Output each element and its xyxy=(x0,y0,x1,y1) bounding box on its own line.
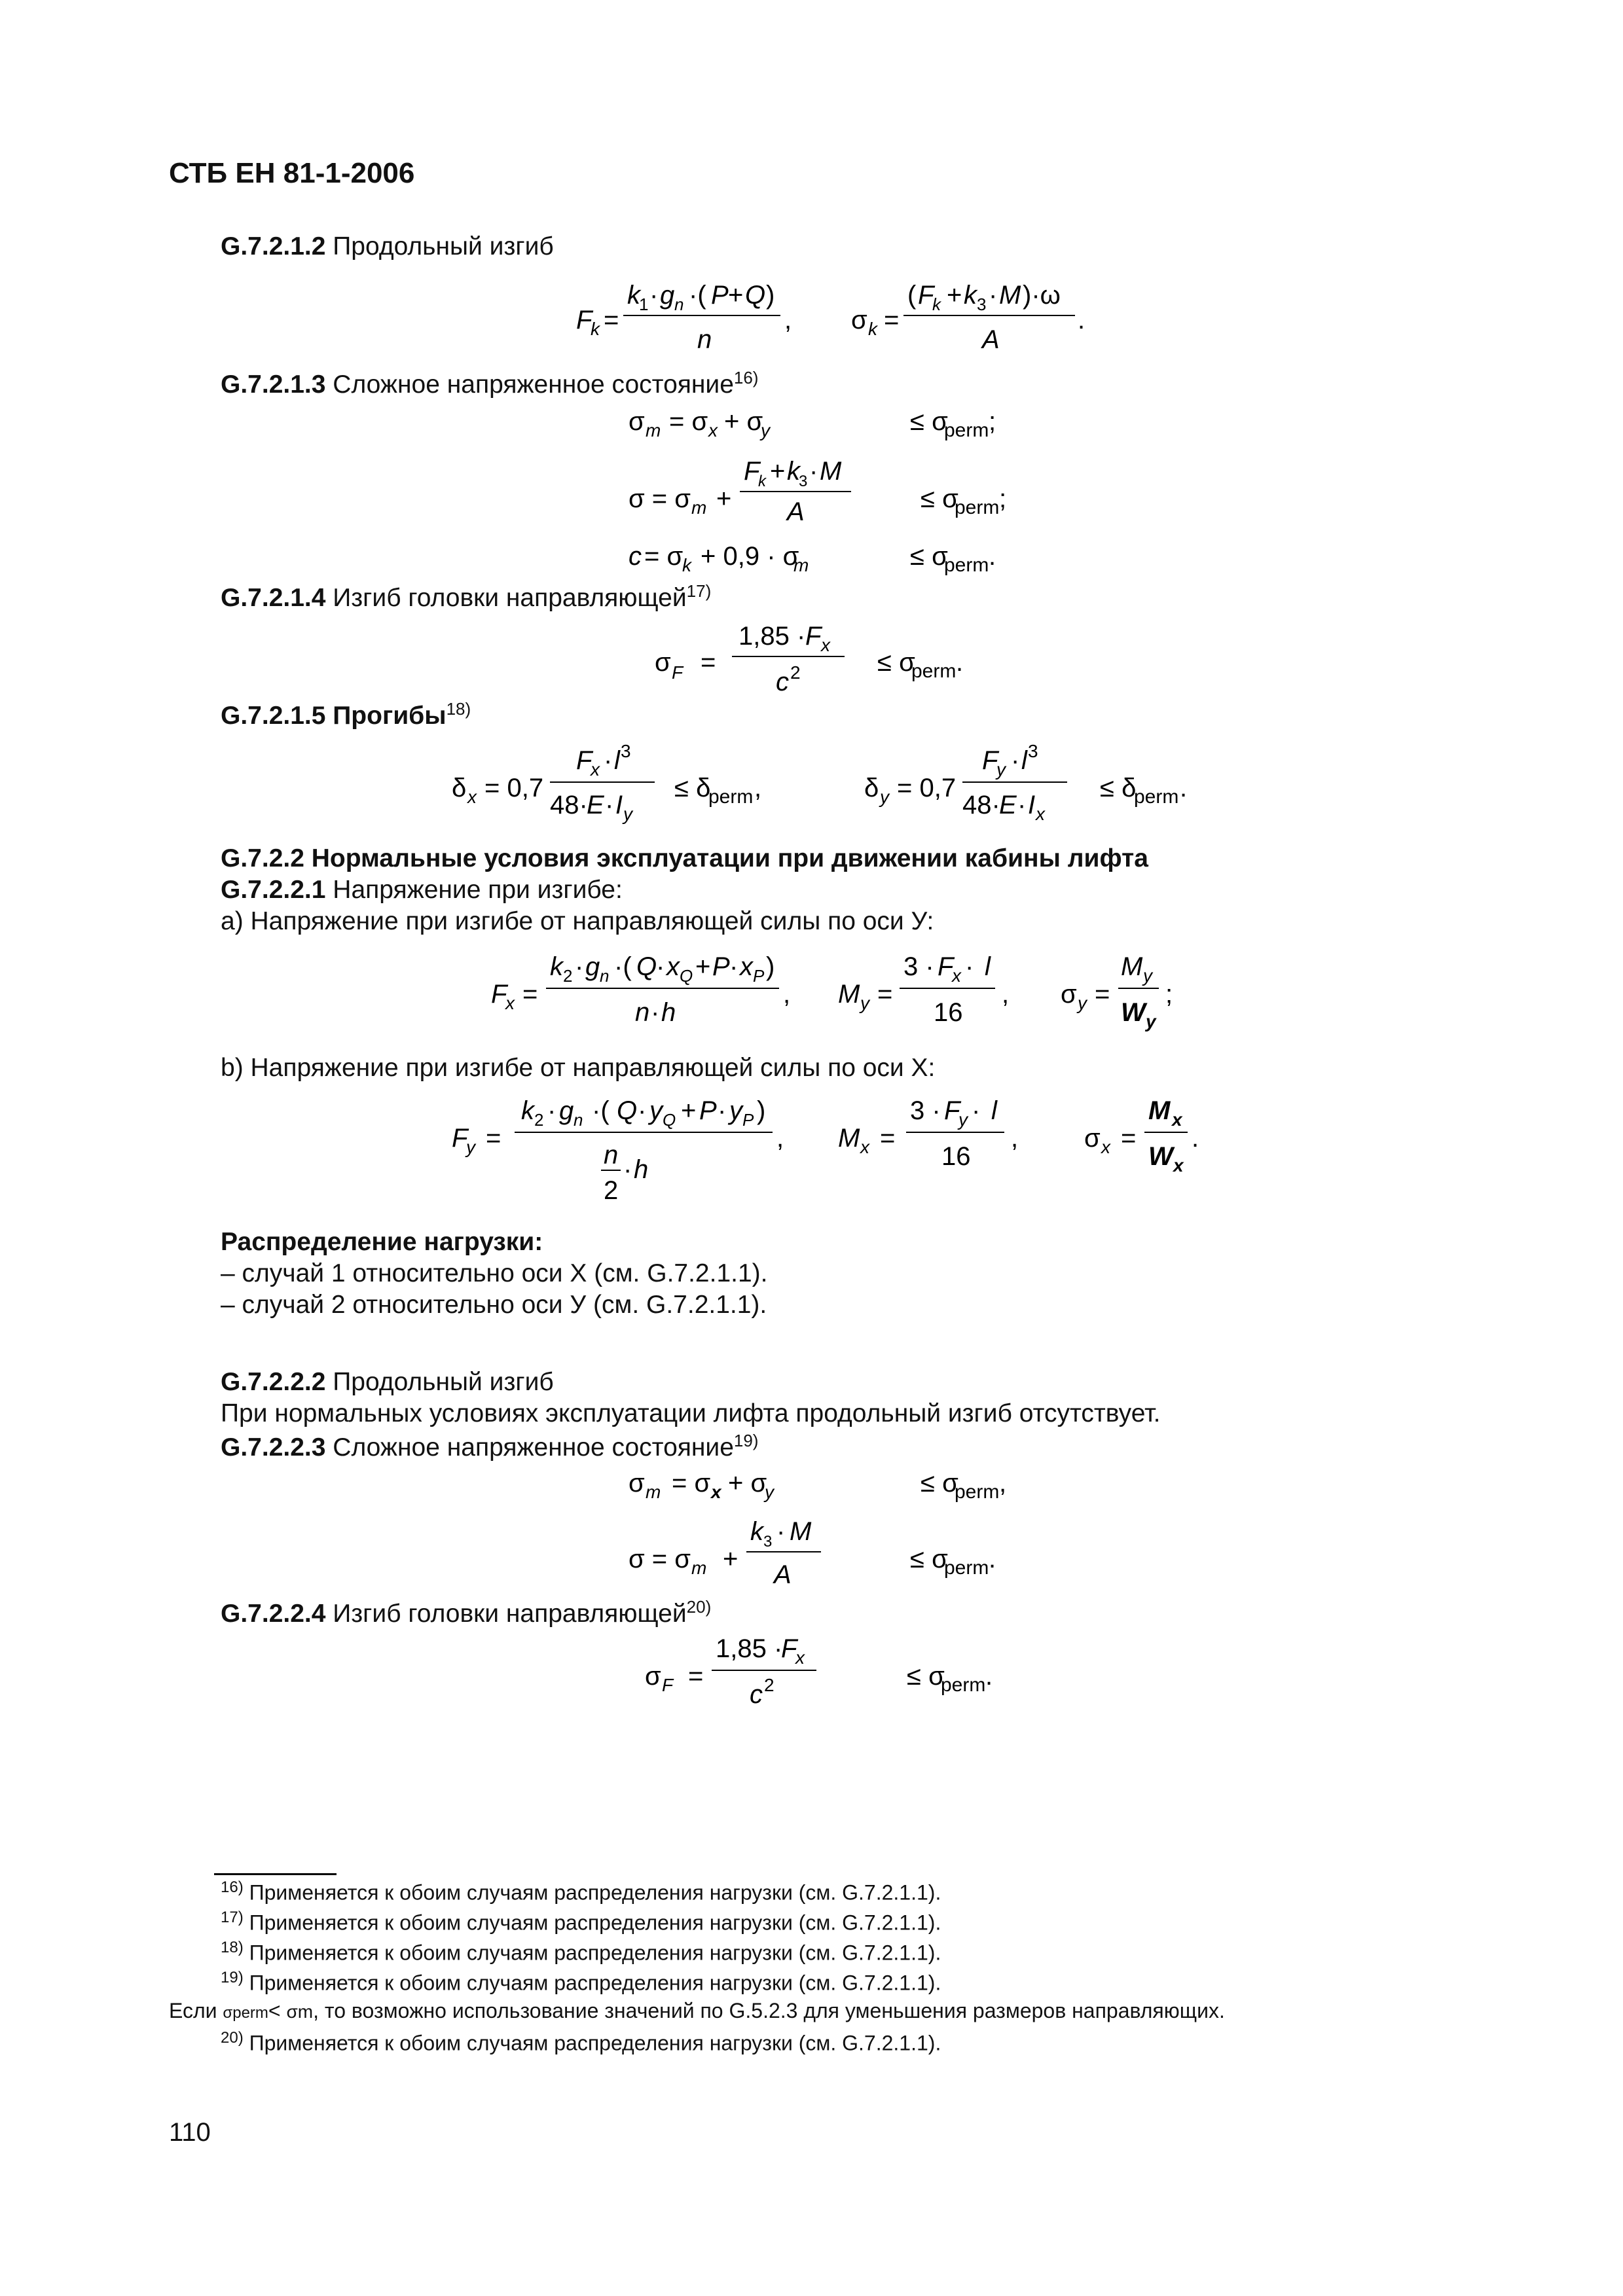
svg-text:P: P xyxy=(742,1110,754,1130)
section-heading xyxy=(221,368,758,399)
formula-combined-2 xyxy=(629,457,1006,526)
svg-text:3: 3 xyxy=(763,1533,773,1551)
section-title: G.7.2.1.5 Прогибы xyxy=(221,702,447,730)
svg-text:y: y xyxy=(649,1096,663,1125)
svg-text:.: . xyxy=(985,1662,993,1691)
section-title: Изгиб головки направляющей xyxy=(325,584,687,612)
svg-text:P: P xyxy=(753,966,765,986)
svg-text:y: y xyxy=(729,1096,742,1125)
load-distribution-title: Распределение нагрузки: xyxy=(221,1228,543,1256)
footnote-separator xyxy=(214,1873,337,1875)
svg-text:F: F xyxy=(672,662,684,683)
section-number: G.7.2.2.4 xyxy=(221,1600,326,1628)
svg-text:k: k xyxy=(932,295,941,314)
svg-text:F: F xyxy=(918,281,934,310)
svg-text:≤ σ: ≤ σ xyxy=(877,648,915,677)
section-heading: G.7.2.2 Нормальные условия эксплуатации при движении кабины лифта xyxy=(221,844,1148,872)
svg-text:x: x xyxy=(860,1137,869,1157)
svg-text:+: + xyxy=(716,484,732,513)
svg-text:)·ω: )·ω xyxy=(1023,281,1061,310)
svg-text:k: k xyxy=(787,457,800,486)
svg-text:): ) xyxy=(766,952,775,981)
svg-text:3: 3 xyxy=(1028,741,1038,761)
section-heading xyxy=(221,876,623,905)
svg-text:+: + xyxy=(770,457,786,486)
svg-text:3 ·: 3 · xyxy=(903,952,934,981)
footnote-ref: 18) xyxy=(446,699,471,719)
footnote-mark: 20) xyxy=(221,2029,244,2047)
section-number: G.7.2.1.3 xyxy=(221,370,326,399)
svg-text:.: . xyxy=(1180,774,1188,802)
section-number: G.7.2.2.3 xyxy=(221,1433,326,1462)
svg-text:n: n xyxy=(674,295,684,314)
svg-text:m: m xyxy=(793,555,809,575)
svg-text:·: · xyxy=(776,1517,786,1546)
footnote-ref: 20) xyxy=(686,1597,712,1617)
svg-text:+: + xyxy=(723,1545,739,1573)
svg-text:σ: σ xyxy=(645,1662,661,1691)
footnote-ref: 17) xyxy=(686,581,712,601)
svg-text:F: F xyxy=(491,980,507,1009)
svg-text:=: = xyxy=(1121,1124,1137,1153)
footnote-text: Применяется к обоим случаям распределения нагрузки (см. G.7.2.1.1). xyxy=(249,1971,941,1995)
svg-text:perm: perm xyxy=(944,420,989,441)
svg-text:;: ; xyxy=(999,484,1007,513)
svg-text:c: c xyxy=(750,1680,763,1709)
svg-text:M: M xyxy=(820,457,842,486)
svg-text:A: A xyxy=(774,1560,792,1589)
svg-text:M: M xyxy=(1121,952,1143,981)
svg-text:perm: perm xyxy=(1134,786,1179,808)
svg-text:): ) xyxy=(757,1096,766,1125)
svg-text:k: k xyxy=(868,319,877,339)
svg-text:·: · xyxy=(638,1096,647,1125)
svg-text:y: y xyxy=(1146,1011,1156,1031)
svg-text:x: x xyxy=(795,1647,805,1668)
svg-text:= 0,7: = 0,7 xyxy=(897,774,957,802)
formula-normal-flange xyxy=(645,1630,1038,1721)
svg-text:M: M xyxy=(838,980,860,1009)
svg-text:= 0,7: = 0,7 xyxy=(484,774,544,802)
formula-bending-b xyxy=(452,1086,1237,1224)
footnote-ref: 19) xyxy=(733,1431,759,1450)
svg-text:x: x xyxy=(591,759,600,780)
svg-text:k: k xyxy=(521,1096,534,1125)
formula-sigma-x xyxy=(1084,1096,1199,1175)
svg-text:k: k xyxy=(627,281,640,310)
footnote-ref: 16) xyxy=(733,368,759,387)
footnote-note: Если σperm< σm, то возможно использование значений по G.5.2.3 для уменьшения размеров направляющих. xyxy=(169,1999,1225,2022)
svg-text:2: 2 xyxy=(790,662,801,683)
svg-text:2: 2 xyxy=(534,1110,544,1130)
section-title: Сложное напряженное состояние xyxy=(325,370,734,399)
svg-text:k: k xyxy=(550,952,563,981)
svg-text:≤ σ: ≤ σ xyxy=(910,1545,948,1573)
footnote xyxy=(221,1939,941,1965)
svg-text:δ: δ xyxy=(452,774,467,802)
svg-text:·: · xyxy=(547,1096,556,1125)
svg-text:F: F xyxy=(805,622,822,651)
svg-text:.: . xyxy=(989,542,996,571)
svg-text:·: · xyxy=(809,457,818,486)
svg-text:σ = σ: σ = σ xyxy=(629,484,691,513)
svg-text:M: M xyxy=(838,1124,860,1153)
svg-text:y: y xyxy=(996,759,1006,780)
svg-text:x: x xyxy=(1036,804,1045,824)
svg-text:W: W xyxy=(1148,1142,1173,1171)
svg-text:F: F xyxy=(938,952,954,981)
svg-text:48·: 48· xyxy=(962,791,1000,819)
formula-Mx xyxy=(838,1096,1018,1171)
svg-text:≤ σ: ≤ σ xyxy=(910,542,948,571)
sigma-perm: σperm xyxy=(223,2004,268,2022)
section-number: G.7.2.1.2 xyxy=(221,232,326,260)
svg-text:Q: Q xyxy=(745,281,766,310)
svg-text:x: x xyxy=(740,952,753,981)
formula-normal-combined-1 xyxy=(629,1469,1006,1503)
svg-text:E: E xyxy=(587,791,604,819)
section-number: G.7.2.2.2 xyxy=(221,1368,326,1396)
svg-text:A: A xyxy=(982,325,1000,354)
svg-text:y: y xyxy=(466,1137,475,1157)
svg-text:perm: perm xyxy=(708,786,754,808)
svg-text:≤ σ: ≤ σ xyxy=(907,1662,945,1691)
formula-combined-stress xyxy=(609,403,1080,579)
svg-text:.: . xyxy=(1078,306,1085,334)
svg-text:g: g xyxy=(585,952,600,981)
svg-text:F: F xyxy=(576,746,593,775)
svg-text:·: · xyxy=(649,281,659,310)
svg-text:=: = xyxy=(1095,980,1110,1009)
svg-text:m: m xyxy=(691,1558,707,1578)
svg-text:perm: perm xyxy=(941,1674,986,1696)
svg-text:h: h xyxy=(661,998,676,1027)
svg-text:y: y xyxy=(623,804,632,824)
formula-deflection xyxy=(452,736,1237,834)
svg-text:F: F xyxy=(744,457,760,486)
svg-text:F: F xyxy=(662,1675,674,1695)
svg-text:·: · xyxy=(729,952,739,981)
svg-text:·: · xyxy=(605,791,614,819)
svg-text:+: + xyxy=(681,1096,697,1125)
section-number: G.7.2.2.1 xyxy=(221,876,326,904)
section-heading xyxy=(221,1597,711,1628)
svg-text:F: F xyxy=(576,306,593,334)
list-item-a: a) Напряжение при изгибе от направляющей силы по оси У: xyxy=(221,907,934,935)
section-number: G.7.2.1.4 xyxy=(221,584,326,612)
svg-text:σ: σ xyxy=(1084,1124,1101,1153)
svg-text:·: · xyxy=(575,952,584,981)
svg-text:2: 2 xyxy=(764,1675,775,1695)
svg-text:x: x xyxy=(1173,1155,1184,1175)
svg-text:F: F xyxy=(781,1634,797,1663)
svg-text:perm: perm xyxy=(944,554,989,576)
svg-text:σ: σ xyxy=(1061,980,1077,1009)
svg-text:= σ: = σ xyxy=(644,542,684,571)
svg-text:·(: ·( xyxy=(592,1096,610,1125)
svg-text:M: M xyxy=(999,281,1021,310)
paragraph: При нормальных условиях эксплуатации лифта продольный изгиб отсутствует. xyxy=(221,1399,1161,1427)
svg-text:= σ: = σ xyxy=(672,1469,711,1498)
document-code: СТБ ЕН 81-1-2006 xyxy=(169,157,415,189)
svg-text:σ: σ xyxy=(655,648,671,677)
svg-text:·: · xyxy=(623,1155,632,1184)
formula-Fx xyxy=(491,952,790,1027)
svg-text:x: x xyxy=(952,965,961,986)
list-item: – случай 2 относительно оси У (см. G.7.2.1.1). xyxy=(221,1291,767,1319)
svg-text:A: A xyxy=(787,497,805,526)
svg-text:h: h xyxy=(634,1155,649,1184)
footnote-text: Применяется к обоим случаям распределения нагрузки (см. G.7.2.1.1). xyxy=(249,1941,941,1965)
page-number: 110 xyxy=(169,2118,211,2147)
svg-text:+: + xyxy=(728,281,744,310)
svg-text:+ σ: + σ xyxy=(728,1469,767,1498)
footnote xyxy=(221,1909,941,1935)
formula-deflection-x xyxy=(452,741,761,824)
svg-text:Q: Q xyxy=(636,952,657,981)
svg-text:n: n xyxy=(604,1141,619,1170)
section-title: Напряжение при изгибе: xyxy=(325,876,623,904)
svg-text:l: l xyxy=(985,952,991,981)
svg-text:·: · xyxy=(1017,791,1027,819)
footnote-mark: 18) xyxy=(221,1939,244,1956)
svg-text:k: k xyxy=(964,281,977,310)
svg-text:y: y xyxy=(765,1482,774,1502)
svg-text:k: k xyxy=(758,473,766,490)
svg-text:·: · xyxy=(718,1096,727,1125)
svg-text:3: 3 xyxy=(977,295,987,314)
footnote xyxy=(221,1969,941,1996)
svg-text:l: l xyxy=(1021,746,1027,775)
formula-combined-3 xyxy=(629,542,996,576)
svg-text:c: c xyxy=(629,542,642,571)
svg-text:M: M xyxy=(790,1517,812,1546)
svg-text:n: n xyxy=(697,325,712,354)
svg-text:,: , xyxy=(999,1469,1007,1498)
svg-text:x: x xyxy=(467,787,477,807)
list-item-b: b) Напряжение при изгибе от направляющей силы по оси Х: xyxy=(221,1054,936,1082)
svg-text:x: x xyxy=(708,420,718,440)
svg-text:y: y xyxy=(860,993,869,1013)
formula-normal-combined xyxy=(629,1463,1087,1594)
svg-text:F: F xyxy=(452,1124,468,1153)
svg-text:Q: Q xyxy=(663,1110,676,1130)
svg-text:k: k xyxy=(682,555,691,575)
svg-text:δ: δ xyxy=(864,774,879,802)
svg-text:,: , xyxy=(1002,980,1010,1009)
svg-text:P: P xyxy=(712,952,730,981)
svg-text:·: · xyxy=(651,998,660,1027)
svg-text:= σ: = σ xyxy=(669,407,708,436)
svg-text:g: g xyxy=(559,1096,574,1125)
svg-text:x: x xyxy=(711,1482,721,1502)
formula-normal-combined-2 xyxy=(629,1517,996,1589)
svg-text:2: 2 xyxy=(563,966,573,986)
svg-text:≤ δ: ≤ δ xyxy=(674,774,711,802)
section-heading xyxy=(221,581,711,613)
svg-text:=: = xyxy=(522,980,538,1009)
footnote xyxy=(221,2029,941,2056)
svg-text:σ: σ xyxy=(629,1469,645,1498)
formula-combined-1 xyxy=(629,407,996,441)
svg-text:=: = xyxy=(486,1124,501,1153)
svg-text:l: l xyxy=(991,1096,997,1125)
section-heading xyxy=(221,1431,758,1462)
svg-text:≤ σ: ≤ σ xyxy=(910,407,948,436)
svg-text:2: 2 xyxy=(604,1176,619,1205)
footnote xyxy=(221,1878,941,1905)
svg-text:m: m xyxy=(691,497,707,518)
section-title: Продольный изгиб xyxy=(325,232,554,260)
svg-text:=: = xyxy=(604,306,619,334)
svg-text:,: , xyxy=(784,306,792,334)
svg-text:perm: perm xyxy=(944,1557,989,1579)
svg-text:3: 3 xyxy=(799,473,808,490)
footnote-text: Применяется к обоим случаям распределения нагрузки (см. G.7.2.1.1). xyxy=(249,1910,941,1935)
svg-text:g: g xyxy=(660,281,675,310)
svg-text:;: ; xyxy=(1165,980,1173,1009)
formula-buckling xyxy=(576,275,1165,367)
svg-text:Q: Q xyxy=(617,1096,638,1125)
svg-text:≤ δ: ≤ δ xyxy=(1100,774,1137,802)
svg-text:I: I xyxy=(615,791,623,819)
svg-text:·: · xyxy=(989,281,998,310)
svg-text:x: x xyxy=(1101,1137,1110,1157)
svg-text:k: k xyxy=(750,1517,763,1546)
svg-text:n: n xyxy=(574,1110,583,1130)
svg-text:=: = xyxy=(877,980,893,1009)
svg-text:·: · xyxy=(965,952,974,981)
formula-deflection-y xyxy=(864,741,1187,824)
section-heading xyxy=(221,232,554,261)
svg-text:+ 0,9 · σ: + 0,9 · σ xyxy=(701,542,799,571)
svg-text:W: W xyxy=(1121,998,1146,1027)
footnote-text: Применяется к обоим случаям распределения нагрузки (см. G.7.2.1.1). xyxy=(249,1880,941,1905)
section-title: Сложное напряженное состояние xyxy=(325,1433,734,1462)
svg-text:x: x xyxy=(505,993,515,1013)
svg-text:.: . xyxy=(956,648,964,677)
svg-text:,: , xyxy=(776,1124,784,1153)
svg-text:m: m xyxy=(646,420,661,440)
svg-text:l: l xyxy=(614,746,620,775)
svg-text:n: n xyxy=(635,998,650,1027)
svg-text:·(: ·( xyxy=(614,952,632,981)
footnote-mark: 19) xyxy=(221,1969,244,1986)
formula-Fk xyxy=(576,281,792,354)
footnote-mark: 16) xyxy=(221,1878,244,1896)
svg-text:=: = xyxy=(884,306,900,334)
svg-text:,: , xyxy=(754,774,762,802)
formula-sigma-y xyxy=(1061,952,1173,1031)
svg-text:.: . xyxy=(989,1545,996,1573)
svg-text:P: P xyxy=(711,281,729,310)
svg-text:y: y xyxy=(880,787,889,807)
section-title: Продольный изгиб xyxy=(325,1368,554,1396)
svg-text:·: · xyxy=(972,1096,981,1125)
section-title: Изгиб головки направляющей xyxy=(325,1600,687,1628)
svg-text:): ) xyxy=(766,281,775,310)
svg-text:3: 3 xyxy=(621,741,631,761)
footnote-mark: 17) xyxy=(221,1909,244,1926)
svg-text:E: E xyxy=(999,791,1017,819)
svg-text:n: n xyxy=(600,966,610,986)
svg-text:16: 16 xyxy=(941,1142,971,1171)
svg-text:perm: perm xyxy=(955,497,1000,518)
svg-text:3 ·: 3 · xyxy=(910,1096,941,1125)
footnote-text: Применяется к обоим случаям распределения нагрузки (см. G.7.2.1.1). xyxy=(249,2031,941,2055)
svg-text:perm: perm xyxy=(911,660,957,682)
svg-text:=: = xyxy=(688,1662,704,1691)
svg-text:·(: ·( xyxy=(689,281,706,310)
svg-text:=: = xyxy=(701,648,716,677)
svg-text:x: x xyxy=(821,635,830,655)
formula-My xyxy=(838,952,1009,1027)
svg-text:perm: perm xyxy=(955,1481,1000,1503)
svg-text:16: 16 xyxy=(934,998,963,1027)
svg-text:y: y xyxy=(958,1109,968,1130)
svg-text:48·: 48· xyxy=(550,791,588,819)
svg-text:1: 1 xyxy=(639,295,649,314)
svg-text:,: , xyxy=(1011,1124,1019,1153)
svg-text:≤ σ: ≤ σ xyxy=(921,1469,958,1498)
svg-text:F: F xyxy=(982,746,998,775)
svg-text:+ σ: + σ xyxy=(724,407,763,436)
svg-text:I: I xyxy=(1028,791,1036,819)
svg-text:m: m xyxy=(646,1482,661,1502)
svg-text:σ = σ: σ = σ xyxy=(629,1545,691,1573)
formula-Fy xyxy=(452,1096,784,1205)
svg-text:(: ( xyxy=(907,281,917,310)
svg-text:σ: σ xyxy=(851,306,867,334)
svg-text:x: x xyxy=(666,952,680,981)
svg-text:,: , xyxy=(783,980,791,1009)
svg-text:1,85 ·: 1,85 · xyxy=(716,1634,783,1663)
svg-text:1,85 ·: 1,85 · xyxy=(739,622,806,651)
section-heading xyxy=(221,1368,554,1397)
svg-text:·: · xyxy=(656,952,665,981)
svg-text:F: F xyxy=(944,1096,960,1125)
svg-text:c: c xyxy=(776,668,789,696)
formula-bending-a xyxy=(491,942,1211,1047)
svg-text:≤ σ: ≤ σ xyxy=(921,484,958,513)
svg-text:x: x xyxy=(1172,1109,1182,1130)
formula-sigma-k xyxy=(851,281,1085,354)
list-item: – случай 1 относительно оси Х (см. G.7.2.1.1). xyxy=(221,1259,768,1287)
svg-text:Q: Q xyxy=(680,966,693,986)
svg-text:+: + xyxy=(947,281,962,310)
section-heading xyxy=(221,699,471,730)
svg-text:.: . xyxy=(1192,1124,1199,1153)
svg-text:;: ; xyxy=(989,407,996,436)
svg-text:+: + xyxy=(695,952,711,981)
svg-text:y: y xyxy=(1143,965,1152,986)
svg-text:k: k xyxy=(591,319,600,339)
svg-text:σ: σ xyxy=(629,407,645,436)
svg-text:y: y xyxy=(761,420,770,440)
svg-text:y: y xyxy=(1078,993,1087,1013)
svg-text:=: = xyxy=(880,1124,896,1153)
svg-text:·: · xyxy=(604,746,613,775)
svg-text:M: M xyxy=(1148,1096,1171,1125)
formula-flange-bending xyxy=(655,619,1021,710)
sigma-m: σm xyxy=(286,2001,314,2022)
svg-text:·: · xyxy=(1011,746,1020,775)
svg-text:P: P xyxy=(699,1096,717,1125)
